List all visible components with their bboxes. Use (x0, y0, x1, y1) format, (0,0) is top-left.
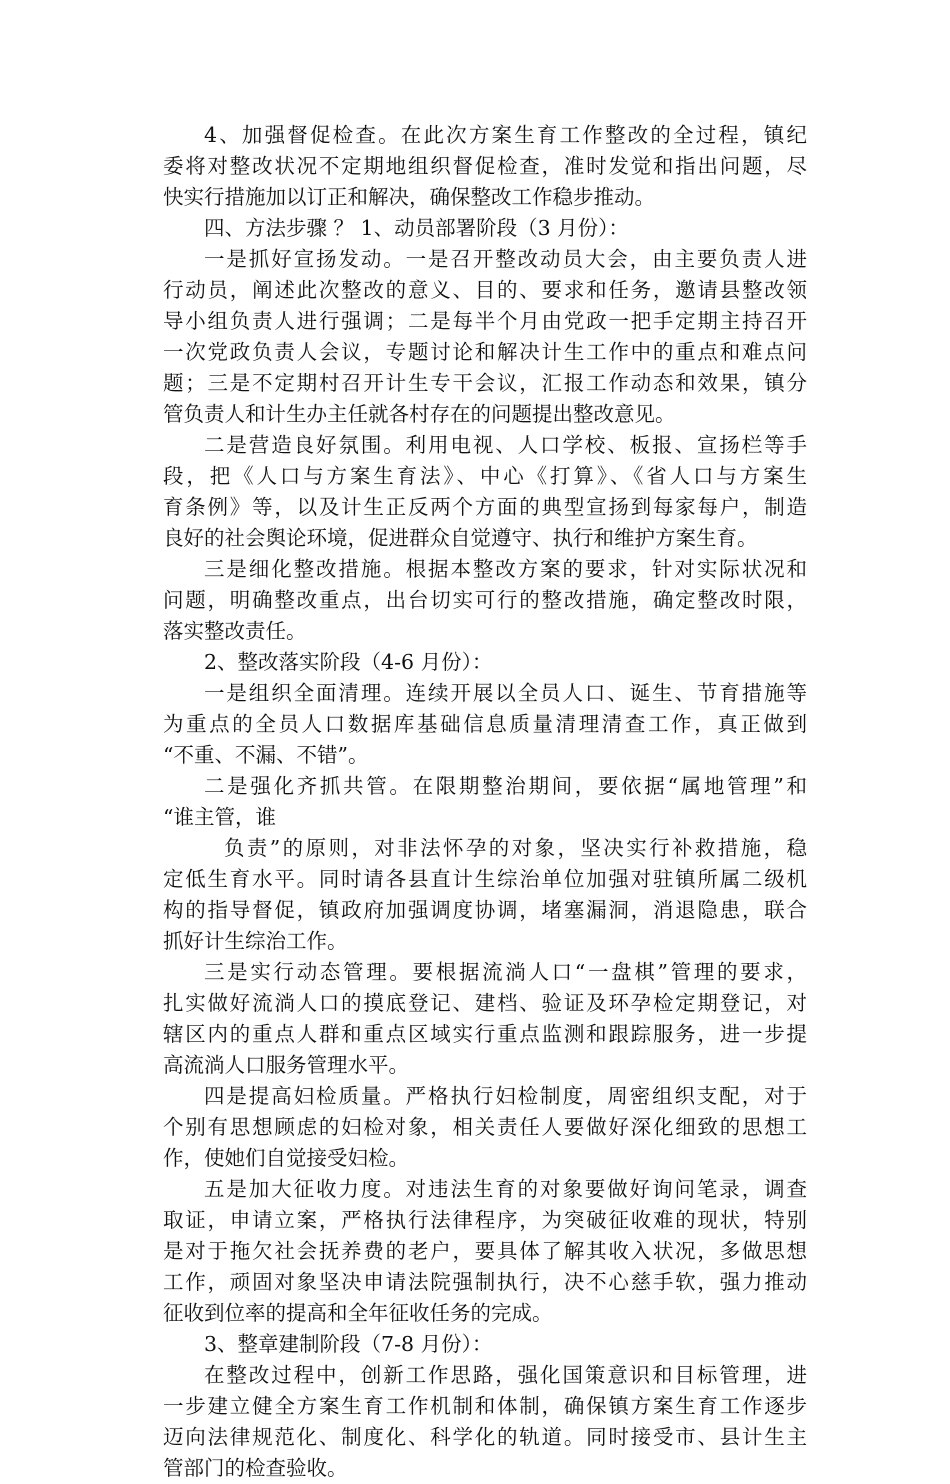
text-line: 导小组负责人进行强调；二是每半个月由党政一把手定期主持召开 (163, 309, 807, 333)
text-line: 负责”的原则，对非法怀孕的对象，坚决实行补救措施，稳 (224, 836, 807, 860)
text-line: 一是组织全面清理。连续开展以全员人口、诞生、节育措施等 (204, 681, 807, 705)
text-line: 工作，顽固对象坚决申请法院强制执行，决不心慈手软，强力推动 (163, 1270, 807, 1294)
text-line: 三是细化整改措施。根据本整改方案的要求，针对实际状况和 (204, 557, 807, 581)
text-line: 育条例》等，以及计生正反两个方面的典型宣扬到每家每户，制造 (163, 495, 807, 519)
text-line: 作，使她们自觉接受妇检。 (163, 1146, 409, 1170)
text-line: 取证，申请立案，严格执行法律程序，为突破征收难的现状，特别 (163, 1208, 807, 1232)
text-line: 落实整改责任。 (163, 619, 307, 643)
text-line: 辖区内的重点人群和重点区域实行重点监测和跟踪服务，进一步提 (163, 1022, 807, 1046)
text-line: 在整改过程中，创新工作思路，强化国策意识和目标管理，进 (204, 1363, 807, 1387)
text-line: 高流淌人口服务管理水平。 (163, 1053, 409, 1077)
document-body (163, 120, 807, 1484)
text-line: 2、整改落实阶段（4-6 月份）： (204, 650, 493, 674)
text-line: 是对于拖欠社会抚养费的老户，要具体了解其收入状况，多做思想 (163, 1239, 807, 1263)
text-line: 定低生育水平。同时请各县直计生综治单位加强对驻镇所属二级机 (163, 867, 807, 891)
text-line: 抓好计生综治工作。 (163, 929, 348, 953)
text-line: 个别有思想顾虑的妇检对象，相关责任人要做好深化细致的思想工 (163, 1115, 807, 1139)
text-line: 三是实行动态管理。要根据流淌人口“一盘棋”管理的要求， (204, 960, 807, 984)
text-line: 四是提高妇检质量。严格执行妇检制度，周密组织支配，对于 (204, 1084, 807, 1108)
text-line: 构的指导督促，镇政府加强调度协调，堵塞漏洞，消退隐患，联合 (163, 898, 807, 922)
text-line: 委将对整改状况不定期地组织督促检查，准时发觉和指出问题，尽 (163, 154, 807, 178)
text-line: 3、整章建制阶段（7-8 月份）： (204, 1332, 493, 1356)
text-line: 管负责人和计生办主任就各村存在的问题提出整改意见。 (163, 402, 676, 426)
text-line: 快实行措施加以订正和解决，确保整改工作稳步推动。 (163, 185, 655, 209)
text-line: 为重点的全员人口数据库基础信息质量清理清查工作，真正做到 (163, 712, 807, 736)
text-line: 段，把《人口与方案生育法》、中心《打算》、《省人口与方案生 (163, 464, 807, 488)
text-line: “不重、不漏、不错”。 (163, 743, 369, 767)
text-line: 4、加强督促检查。在此次方案生育工作整改的全过程，镇纪 (204, 123, 807, 147)
text-line: 二是强化齐抓共管。在限期整治期间，要依据“属地管理”和 (204, 774, 807, 798)
text-line: 四、方法步骤 ？ 1、动员部署阶段（3 月份）： (204, 216, 629, 240)
text-line: 二是营造良好氛围。利用电视、人口学校、板报、宣扬栏等手 (204, 433, 807, 457)
text-line: 一步建立健全方案生育工作机制和体制，确保镇方案生育工作逐步 (163, 1394, 807, 1418)
text-line: “谁主管，谁 (163, 805, 276, 829)
text-line: 题；三是不定期村召开计生专干会议，汇报工作动态和效果，镇分 (163, 371, 807, 395)
text-line: 良好的社会舆论环境，促进群众自觉遵守、执行和维护方案生育。 (163, 526, 758, 550)
text-line: 问题，明确整改重点，出台切实可行的整改措施，确定整改时限， (163, 588, 807, 612)
text-line: 行动员，阐述此次整改的意义、目的、要求和任务，邀请县整改领 (163, 278, 807, 302)
text-line: 一次党政负责人会议，专题讨论和解决计生工作中的重点和难点问 (163, 340, 807, 364)
text-line: 管部门的检查验收。 (163, 1456, 348, 1480)
text-line: 扎实做好流淌人口的摸底登记、建档、验证及环孕检定期登记，对 (163, 991, 807, 1015)
text-line: 一是抓好宣扬发动。一是召开整改动员大会，由主要负责人进 (204, 247, 807, 271)
text-line: 征收到位率的提高和全年征收任务的完成。 (163, 1301, 553, 1325)
text-line: 迈向法律规范化、制度化、科学化的轨道。同时接受市、县计生主 (163, 1425, 807, 1449)
text-line: 五是加大征收力度。对违法生育的对象要做好询问笔录，调查 (204, 1177, 807, 1201)
